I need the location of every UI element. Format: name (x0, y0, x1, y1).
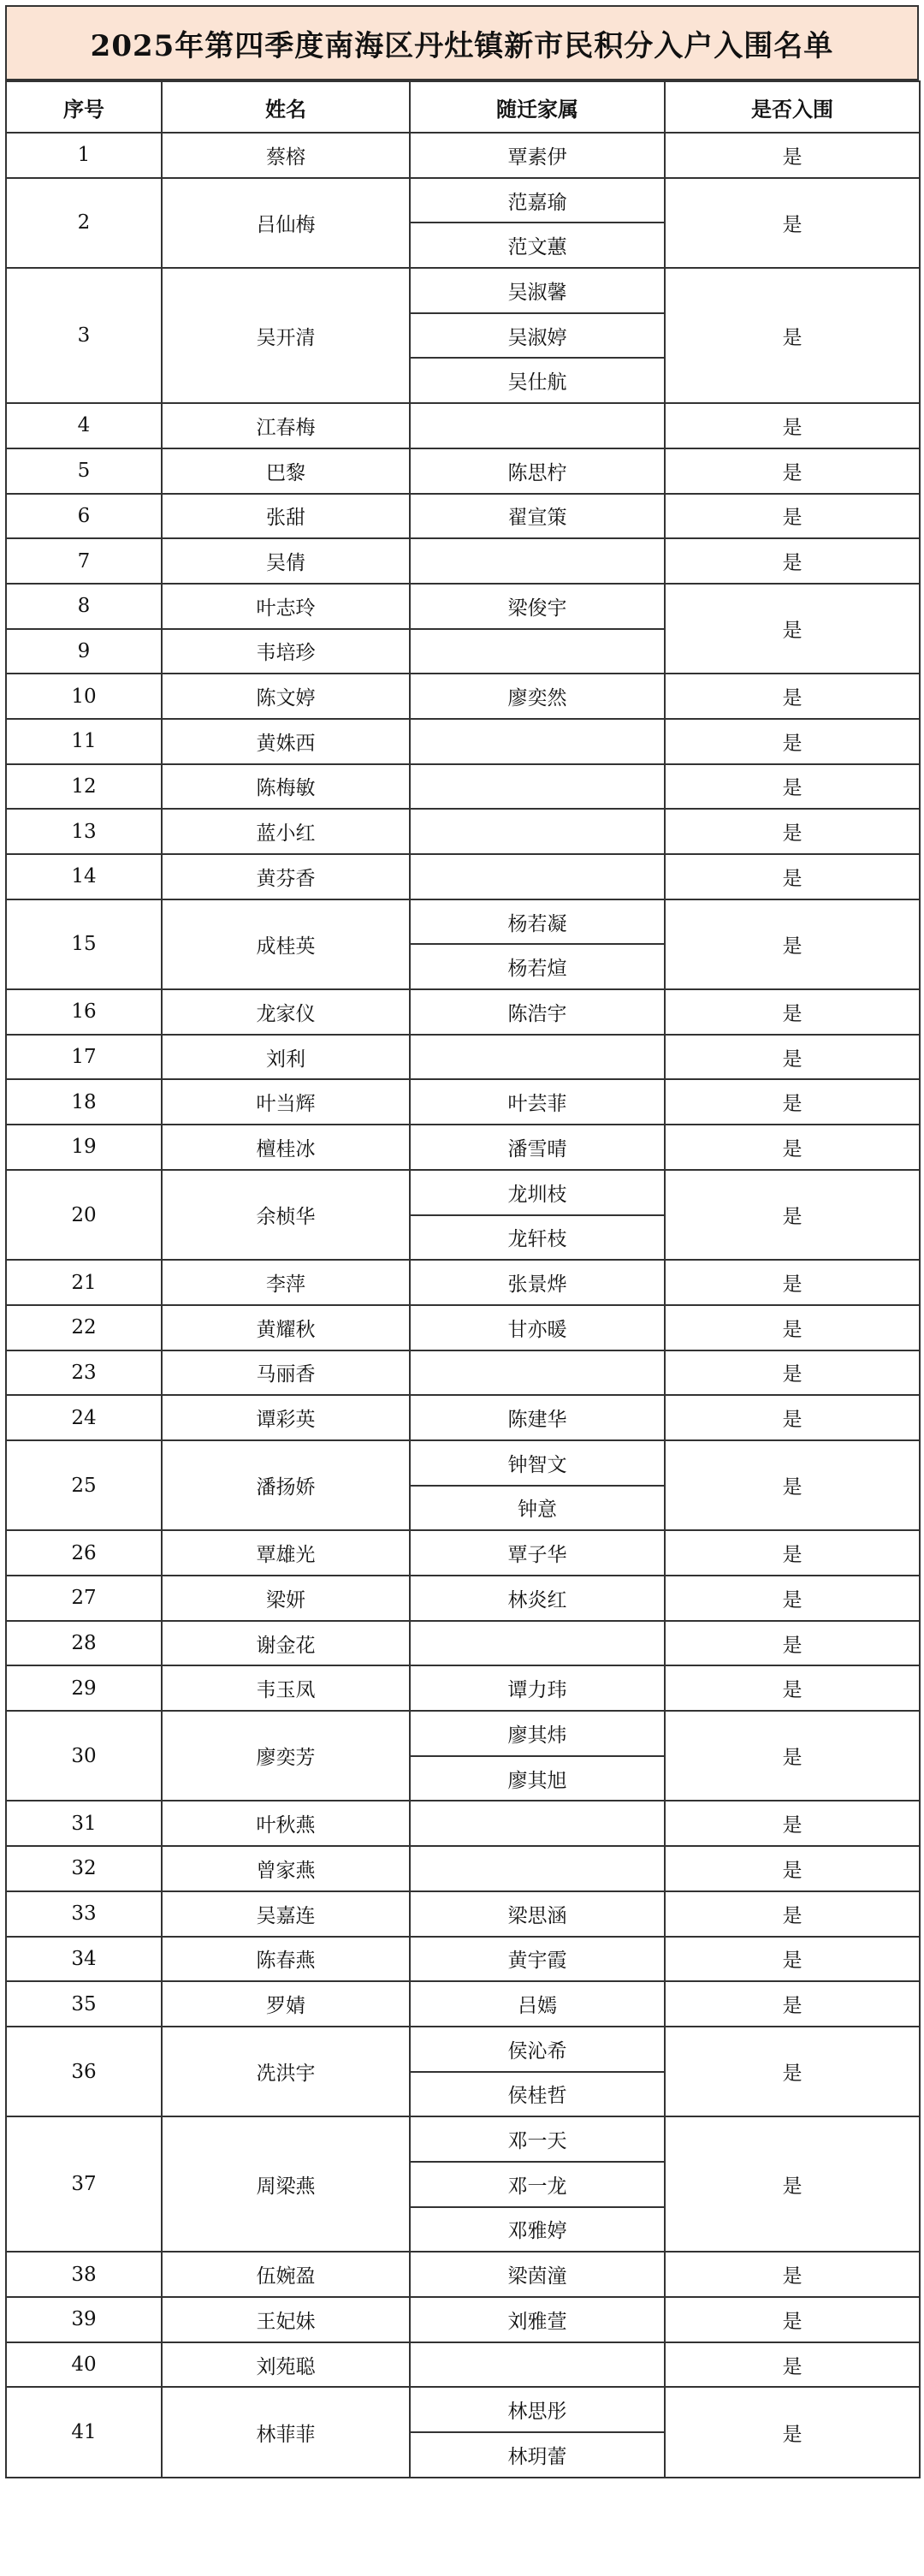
cell-family: 甘亦暖 (410, 1305, 665, 1350)
table-row (6, 674, 920, 719)
cell-family: 陈建华 (410, 1395, 665, 1440)
cell-result: 是 (665, 1125, 920, 1170)
cell-family: 侯沁希 (410, 2027, 665, 2072)
cell-result: 是 (665, 1576, 920, 1621)
table-row (6, 2027, 920, 2072)
cell-family: 潘雪晴 (410, 1125, 665, 1170)
cell-result: 是 (665, 1530, 920, 1576)
cell-serial: 16 (6, 989, 162, 1035)
cell-family: 林玥蕾 (410, 2432, 665, 2478)
cell-family: 侯桂哲 (410, 2072, 665, 2117)
table-row (6, 2116, 920, 2162)
cell-result: 是 (665, 854, 920, 899)
cell-family: 陈浩宇 (410, 989, 665, 1035)
cell-serial: 28 (6, 1621, 162, 1666)
cell-name: 冼洪宇 (162, 2027, 410, 2116)
cell-family: 林思彤 (410, 2387, 665, 2432)
cell-result: 是 (665, 899, 920, 989)
cell-family (410, 1621, 665, 1666)
cell-name: 江春梅 (162, 403, 410, 448)
cell-result: 是 (665, 1665, 920, 1711)
cell-serial: 29 (6, 1665, 162, 1711)
cell-result: 是 (665, 584, 920, 674)
cell-result: 是 (665, 538, 920, 584)
cell-family: 邓一龙 (410, 2162, 665, 2207)
cell-result: 是 (665, 2297, 920, 2342)
cell-family (410, 538, 665, 584)
cell-family: 林炎红 (410, 1576, 665, 1621)
cell-serial: 2 (6, 178, 162, 268)
table-row (6, 268, 920, 313)
table-row (6, 494, 920, 539)
cell-family: 杨若煊 (410, 944, 665, 989)
cell-result: 是 (665, 674, 920, 719)
cell-serial: 38 (6, 2252, 162, 2297)
cell-name: 蔡榕 (162, 133, 410, 178)
cell-result: 是 (665, 1891, 920, 1937)
table-row (6, 403, 920, 448)
cell-serial: 8 (6, 584, 162, 629)
table-row (6, 854, 920, 899)
cell-result: 是 (665, 1305, 920, 1350)
cell-serial: 19 (6, 1125, 162, 1170)
cell-name: 刘利 (162, 1035, 410, 1080)
cell-name: 韦培珍 (162, 629, 410, 674)
cell-serial: 22 (6, 1305, 162, 1350)
table-row (6, 538, 920, 584)
cell-name: 林菲菲 (162, 2387, 410, 2477)
roster-sheet (5, 5, 919, 2478)
table-row (6, 133, 920, 178)
cell-serial: 3 (6, 268, 162, 403)
table-row (6, 1937, 920, 1982)
table-row (6, 764, 920, 810)
cell-result: 是 (665, 1937, 920, 1982)
cell-name: 韦玉凤 (162, 1665, 410, 1711)
cell-result: 是 (665, 1440, 920, 1530)
table-row (6, 1981, 920, 2027)
cell-name: 吴嘉连 (162, 1891, 410, 1937)
table-row (6, 1621, 920, 1666)
cell-family: 谭力玮 (410, 1665, 665, 1711)
document-title: 2025年第四季度南海区丹灶镇新市民积分入户入围名单 (5, 5, 919, 80)
cell-name: 陈梅敏 (162, 764, 410, 810)
cell-result: 是 (665, 268, 920, 403)
cell-family: 吴淑婷 (410, 313, 665, 359)
table-row (6, 1530, 920, 1576)
cell-serial: 40 (6, 2342, 162, 2388)
cell-name: 谭彩英 (162, 1395, 410, 1440)
table-row (6, 584, 920, 629)
table-row (6, 1711, 920, 1756)
cell-result: 是 (665, 1801, 920, 1846)
cell-result: 是 (665, 1846, 920, 1891)
cell-serial: 1 (6, 133, 162, 178)
cell-result: 是 (665, 1395, 920, 1440)
cell-family: 陈思柠 (410, 448, 665, 494)
cell-serial: 12 (6, 764, 162, 810)
table-row (6, 809, 920, 854)
table-row (6, 2342, 920, 2388)
cell-serial: 18 (6, 1079, 162, 1125)
cell-result: 是 (665, 2027, 920, 2116)
table-row (6, 1440, 920, 1486)
cell-serial: 39 (6, 2297, 162, 2342)
cell-name: 陈春燕 (162, 1937, 410, 1982)
cell-result: 是 (665, 403, 920, 448)
table-row (6, 1305, 920, 1350)
cell-name: 成桂英 (162, 899, 410, 989)
cell-serial: 41 (6, 2387, 162, 2477)
cell-name: 吕仙梅 (162, 178, 410, 268)
cell-name: 王妃妹 (162, 2297, 410, 2342)
cell-family (410, 1846, 665, 1891)
cell-serial: 10 (6, 674, 162, 719)
cell-family: 杨若凝 (410, 899, 665, 945)
cell-family (410, 403, 665, 448)
cell-result: 是 (665, 989, 920, 1035)
table-row (6, 1891, 920, 1937)
cell-family: 刘雅萱 (410, 2297, 665, 2342)
cell-result: 是 (665, 2342, 920, 2388)
cell-family: 覃素伊 (410, 133, 665, 178)
cell-serial: 20 (6, 1170, 162, 1260)
cell-name: 黄耀秋 (162, 1305, 410, 1350)
cell-result: 是 (665, 133, 920, 178)
cell-serial: 11 (6, 719, 162, 764)
cell-serial: 21 (6, 1260, 162, 1305)
cell-family (410, 1350, 665, 1396)
cell-result: 是 (665, 1079, 920, 1125)
cell-serial: 25 (6, 1440, 162, 1530)
cell-name: 檀桂冰 (162, 1125, 410, 1170)
cell-serial: 33 (6, 1891, 162, 1937)
cell-result: 是 (665, 2116, 920, 2252)
cell-serial: 15 (6, 899, 162, 989)
cell-serial: 17 (6, 1035, 162, 1080)
cell-name: 蓝小红 (162, 809, 410, 854)
cell-family: 吕嫣 (410, 1981, 665, 2027)
cell-serial: 34 (6, 1937, 162, 1982)
cell-family: 梁思涵 (410, 1891, 665, 1937)
cell-family (410, 1801, 665, 1846)
cell-result: 是 (665, 1981, 920, 2027)
cell-serial: 7 (6, 538, 162, 584)
cell-serial: 4 (6, 403, 162, 448)
cell-result: 是 (665, 1350, 920, 1396)
cell-family: 廖奕然 (410, 674, 665, 719)
cell-name: 罗婧 (162, 1981, 410, 2027)
cell-name: 黄芬香 (162, 854, 410, 899)
cell-family: 龙轩枝 (410, 1215, 665, 1261)
cell-serial: 37 (6, 2116, 162, 2252)
cell-result: 是 (665, 2387, 920, 2477)
table-row (6, 178, 920, 223)
table-row (6, 2297, 920, 2342)
cell-name: 廖奕芳 (162, 1711, 410, 1801)
cell-name: 叶当辉 (162, 1079, 410, 1125)
cell-name: 潘扬娇 (162, 1440, 410, 1530)
cell-family: 黄宇霞 (410, 1937, 665, 1982)
cell-family: 张景烨 (410, 1260, 665, 1305)
cell-name: 叶秋燕 (162, 1801, 410, 1846)
cell-family: 廖其旭 (410, 1756, 665, 1801)
cell-result: 是 (665, 1621, 920, 1666)
header-serial: 序号 (6, 81, 162, 133)
cell-name: 周梁燕 (162, 2116, 410, 2252)
table-row (6, 719, 920, 764)
table-row (6, 2387, 920, 2432)
cell-serial: 24 (6, 1395, 162, 1440)
cell-serial: 9 (6, 629, 162, 674)
cell-serial: 31 (6, 1801, 162, 1846)
table-row (6, 1170, 920, 1215)
cell-result: 是 (665, 764, 920, 810)
cell-family (410, 809, 665, 854)
cell-name: 梁妍 (162, 1576, 410, 1621)
header-family: 随迁家属 (410, 81, 665, 133)
cell-name: 黄姝西 (162, 719, 410, 764)
cell-name: 谢金花 (162, 1621, 410, 1666)
cell-name: 龙家仪 (162, 989, 410, 1035)
cell-serial: 36 (6, 2027, 162, 2116)
cell-name: 余桢华 (162, 1170, 410, 1260)
cell-serial: 13 (6, 809, 162, 854)
cell-serial: 35 (6, 1981, 162, 2027)
cell-result: 是 (665, 809, 920, 854)
table-row (6, 1801, 920, 1846)
cell-family: 龙圳枝 (410, 1170, 665, 1215)
cell-name: 吴倩 (162, 538, 410, 584)
table-row (6, 1260, 920, 1305)
cell-result: 是 (665, 719, 920, 764)
cell-family: 邓一天 (410, 2116, 665, 2162)
cell-result: 是 (665, 1260, 920, 1305)
cell-family: 覃子华 (410, 1530, 665, 1576)
table-row (6, 448, 920, 494)
cell-serial: 32 (6, 1846, 162, 1891)
cell-result: 是 (665, 1170, 920, 1260)
cell-result: 是 (665, 494, 920, 539)
table-row (6, 1576, 920, 1621)
cell-family: 范文蕙 (410, 223, 665, 268)
table-row (6, 1395, 920, 1440)
cell-family (410, 2342, 665, 2388)
cell-family: 邓雅婷 (410, 2207, 665, 2253)
cell-family: 范嘉瑜 (410, 178, 665, 223)
cell-family: 廖其炜 (410, 1711, 665, 1756)
cell-family: 钟智文 (410, 1440, 665, 1486)
cell-name: 马丽香 (162, 1350, 410, 1396)
table-row (6, 1665, 920, 1711)
cell-serial: 23 (6, 1350, 162, 1396)
cell-name: 刘苑聪 (162, 2342, 410, 2388)
table-row (6, 1846, 920, 1891)
cell-family: 翟宣策 (410, 494, 665, 539)
cell-family: 梁茵潼 (410, 2252, 665, 2297)
cell-name: 陈文婷 (162, 674, 410, 719)
table-row (6, 989, 920, 1035)
cell-family (410, 1035, 665, 1080)
cell-result: 是 (665, 1035, 920, 1080)
cell-family: 钟意 (410, 1486, 665, 1531)
cell-family (410, 764, 665, 810)
cell-family: 叶芸菲 (410, 1079, 665, 1125)
cell-name: 李萍 (162, 1260, 410, 1305)
cell-result: 是 (665, 178, 920, 268)
cell-family: 吴淑馨 (410, 268, 665, 313)
cell-result: 是 (665, 448, 920, 494)
cell-serial: 30 (6, 1711, 162, 1801)
cell-name: 巴黎 (162, 448, 410, 494)
header-name: 姓名 (162, 81, 410, 133)
cell-family (410, 719, 665, 764)
table-row (6, 1350, 920, 1396)
table-header-row (6, 81, 920, 133)
table-row (6, 1035, 920, 1080)
cell-name: 伍婉盈 (162, 2252, 410, 2297)
table-row (6, 1079, 920, 1125)
cell-name: 吴开清 (162, 268, 410, 403)
table-row (6, 899, 920, 945)
roster-table (5, 80, 921, 2478)
cell-serial: 14 (6, 854, 162, 899)
cell-result: 是 (665, 1711, 920, 1801)
cell-serial: 6 (6, 494, 162, 539)
table-row (6, 1125, 920, 1170)
cell-name: 覃雄光 (162, 1530, 410, 1576)
cell-family: 吴仕航 (410, 358, 665, 403)
cell-name: 曾家燕 (162, 1846, 410, 1891)
cell-family (410, 629, 665, 674)
table-row (6, 2252, 920, 2297)
cell-serial: 5 (6, 448, 162, 494)
cell-family: 梁俊宇 (410, 584, 665, 629)
cell-result: 是 (665, 2252, 920, 2297)
header-result: 是否入围 (665, 81, 920, 133)
cell-name: 张甜 (162, 494, 410, 539)
cell-serial: 27 (6, 1576, 162, 1621)
cell-name: 叶志玲 (162, 584, 410, 629)
cell-serial: 26 (6, 1530, 162, 1576)
cell-family (410, 854, 665, 899)
